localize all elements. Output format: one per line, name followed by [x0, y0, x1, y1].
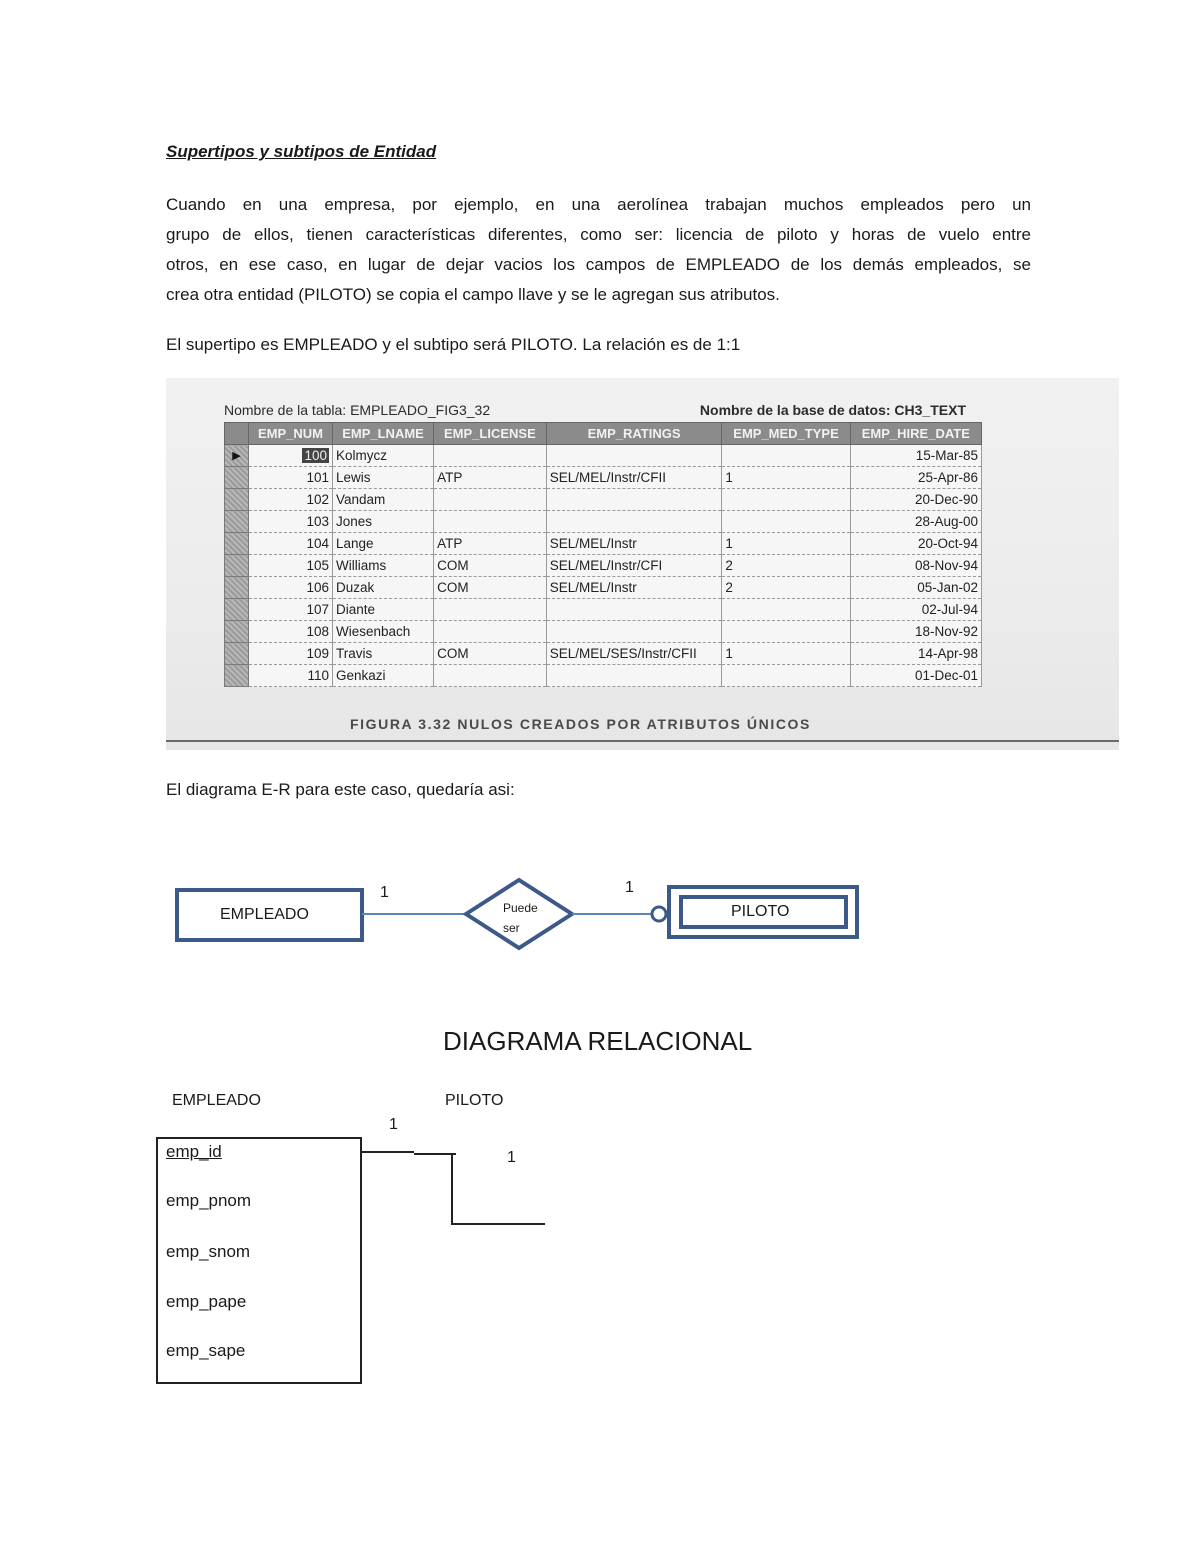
table-cell: 18-Nov-92	[850, 621, 981, 643]
table-cell	[722, 665, 850, 687]
table-cell	[434, 665, 547, 687]
table-row	[225, 489, 982, 511]
column-header: EMP_RATINGS	[546, 423, 722, 445]
cell-value: 105	[306, 558, 329, 573]
table-cell: 1	[722, 533, 850, 555]
table-cell	[722, 445, 850, 467]
table-cell	[249, 533, 333, 555]
table-cell	[434, 599, 547, 621]
table-row	[225, 621, 982, 643]
paragraph-line: grupo de ellos, tienen características diferentes, como ser: licencia de piloto y horas de vuelo entre	[166, 225, 1031, 244]
table-cell: 08-Nov-94	[850, 555, 981, 577]
table-cell: Duzak	[333, 577, 434, 599]
intro-paragraph	[166, 190, 1031, 310]
employee-table	[224, 422, 982, 687]
table-row	[225, 599, 982, 621]
table-cell	[249, 511, 333, 533]
row-selector	[225, 665, 249, 687]
table-cell: 15-Mar-85	[850, 445, 981, 467]
table-row	[225, 467, 982, 489]
table-cell: COM	[434, 643, 547, 665]
table-cell: 20-Oct-94	[850, 533, 981, 555]
cell-value: 102	[306, 492, 329, 507]
attribute: emp_pnom	[166, 1191, 252, 1210]
row-selector	[225, 577, 249, 599]
table-cell	[434, 445, 547, 467]
row-selector	[225, 467, 249, 489]
er-intro-paragraph: El diagrama E-R para este caso, quedaría asi:	[166, 780, 515, 799]
table-row	[225, 533, 982, 555]
table-cell	[546, 489, 722, 511]
table-header-row	[225, 423, 982, 445]
table-cell	[249, 665, 333, 687]
table-cell: Jones	[333, 511, 434, 533]
column-header: EMP_MED_TYPE	[722, 423, 850, 445]
table-cell: Diante	[333, 599, 434, 621]
cell-value: 104	[306, 536, 329, 551]
cell-value: 110	[307, 668, 329, 683]
table-row	[225, 665, 982, 687]
table-name-label: Nombre de la tabla: EMPLEADO_FIG3_32	[224, 402, 491, 418]
table-cell: Genkazi	[333, 665, 434, 687]
table-cell: 2	[722, 555, 850, 577]
table-cell: 1	[722, 467, 850, 489]
table-cell: 25-Apr-86	[850, 467, 981, 489]
table-cell: SEL/MEL/SES/Instr/CFII	[546, 643, 722, 665]
table-cell: 01-Dec-01	[850, 665, 981, 687]
table-cell	[546, 445, 722, 467]
table-cell: Williams	[333, 555, 434, 577]
db-name-label: Nombre de la base de datos: CH3_TEXT	[699, 402, 966, 418]
row-selector	[225, 643, 249, 665]
relationship-label-2: ser	[503, 921, 520, 935]
table-cell	[434, 621, 547, 643]
column-header: EMP_LNAME	[333, 423, 434, 445]
table-cell	[722, 511, 850, 533]
table-cell	[434, 489, 547, 511]
table-cell	[546, 511, 722, 533]
column-header: EMP_LICENSE	[434, 423, 547, 445]
table-cell: SEL/MEL/Instr	[546, 577, 722, 599]
attribute: emp_pape	[166, 1292, 247, 1311]
table-cell	[722, 599, 850, 621]
table-cell: 1	[722, 643, 850, 665]
table-cell	[546, 665, 722, 687]
cell-value: 106	[306, 580, 329, 595]
row-selector	[225, 511, 249, 533]
relational-connector	[360, 1145, 560, 1235]
scanned-table-figure	[166, 378, 1119, 750]
cardinality-left: 1	[380, 884, 389, 901]
table-row	[225, 643, 982, 665]
table-cell: 14-Apr-98	[850, 643, 981, 665]
figure-rule	[166, 740, 1119, 742]
cell-value: 109	[306, 646, 329, 661]
table-cell: Vandam	[333, 489, 434, 511]
section-heading: Supertipos y subtipos de Entidad	[166, 142, 437, 161]
table-cell	[249, 467, 333, 489]
current-row-arrow-icon: ▶	[225, 445, 249, 467]
table-cell: COM	[434, 577, 547, 599]
row-selector	[225, 599, 249, 621]
table-cell: ATP	[434, 467, 547, 489]
row-selector-header	[225, 423, 249, 445]
table-cell	[249, 577, 333, 599]
table-cell	[249, 621, 333, 643]
row-selector	[225, 621, 249, 643]
cardinality-right: 1	[625, 879, 634, 896]
row-selector	[225, 533, 249, 555]
cardinality-side: 1	[507, 1149, 516, 1166]
cell-value: 108	[306, 624, 329, 639]
table-cell	[434, 511, 547, 533]
empleado-table-label: EMPLEADO	[172, 1092, 261, 1109]
table-cell: 05-Jan-02	[850, 577, 981, 599]
table-cell: SEL/MEL/Instr	[546, 533, 722, 555]
row-selector	[225, 489, 249, 511]
table-cell	[546, 621, 722, 643]
cell-value: 100	[304, 448, 327, 463]
paragraph-line: crea otra entidad (PILOTO) se copia el campo llave y se le agregan sus atributos.	[166, 285, 780, 304]
table-cell: Kolmycz	[333, 445, 434, 467]
table-cell	[249, 445, 333, 467]
paragraph-line: Cuando en una empresa, por ejemplo, en una aerolínea trabajan muchos empleados pero un	[166, 195, 1031, 214]
table-row	[225, 511, 982, 533]
column-header: EMP_HIRE_DATE	[850, 423, 981, 445]
relational-diagram-title: DIAGRAMA RELACIONAL	[443, 1026, 753, 1056]
piloto-entity-label: PILOTO	[731, 903, 790, 920]
cell-value: 107	[306, 602, 329, 617]
table-cell	[249, 599, 333, 621]
piloto-table-label: PILOTO	[445, 1092, 504, 1109]
table-row	[225, 445, 982, 467]
attribute: emp_snom	[166, 1242, 251, 1261]
table-cell: Lange	[333, 533, 434, 555]
cell-value: 103	[306, 514, 329, 529]
relationship-label-1: Puede	[503, 901, 538, 915]
supertype-paragraph: El supertipo es EMPLEADO y el subtipo será PILOTO. La relación es de 1:1	[166, 335, 741, 354]
table-row	[225, 577, 982, 599]
table-cell: COM	[434, 555, 547, 577]
table-cell: Lewis	[333, 467, 434, 489]
table-cell	[722, 621, 850, 643]
table-cell: 28-Aug-00	[850, 511, 981, 533]
attribute: emp_sape	[166, 1341, 246, 1360]
paragraph-line: otros, en ese caso, en lugar de dejar vacios los campos de EMPLEADO de los demás empleados, se	[166, 255, 1031, 274]
table-cell: Travis	[333, 643, 434, 665]
table-cell: ATP	[434, 533, 547, 555]
table-cell	[249, 489, 333, 511]
table-cell: SEL/MEL/Instr/CFI	[546, 555, 722, 577]
table-cell: Wiesenbach	[333, 621, 434, 643]
figure-caption: FIGURA 3.32 NULOS CREADOS POR ATRIBUTOS ÚNICOS	[350, 716, 811, 732]
column-header: EMP_NUM	[249, 423, 333, 445]
table-cell	[249, 643, 333, 665]
table-cell	[722, 489, 850, 511]
table-cell: 02-Jul-94	[850, 599, 981, 621]
cell-value: 101	[306, 470, 329, 485]
empleado-entity-label: EMPLEADO	[220, 906, 309, 923]
table-cell	[249, 555, 333, 577]
attribute-primary-key: emp_id	[166, 1142, 222, 1161]
table-cell: 20-Dec-90	[850, 489, 981, 511]
cardinality-top: 1	[389, 1116, 398, 1133]
table-cell: 2	[722, 577, 850, 599]
table-row	[225, 555, 982, 577]
optional-circle-icon	[652, 907, 666, 921]
table-cell: SEL/MEL/Instr/CFII	[546, 467, 722, 489]
row-selector	[225, 555, 249, 577]
table-cell	[546, 599, 722, 621]
